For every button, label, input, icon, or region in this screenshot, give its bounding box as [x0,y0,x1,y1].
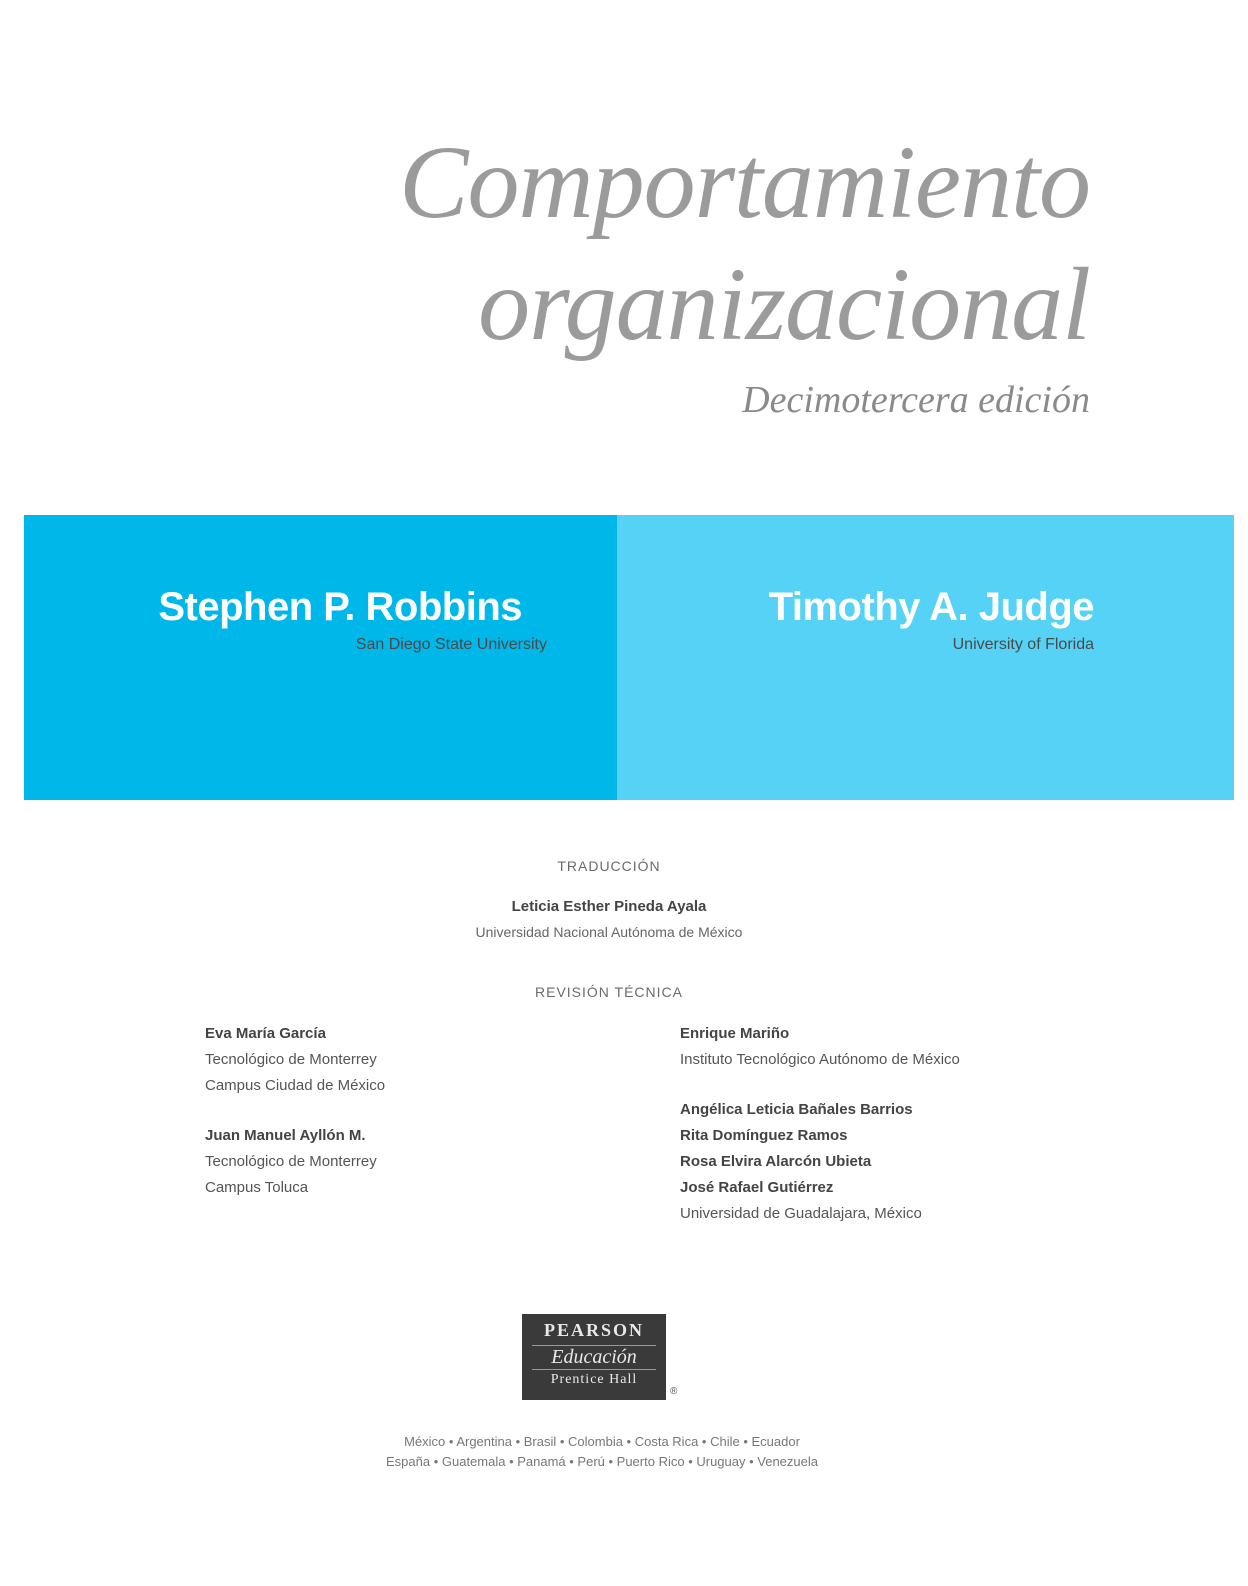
author-name-1: Stephen P. Robbins [158,585,522,629]
author-panel-1 [24,515,617,800]
reviewer-affiliation: Instituto Tecnológico Autónomo de México [680,1051,960,1068]
book-title-line1: Comportamiento [399,125,1090,240]
edition-label: Decimotercera edición [742,379,1090,421]
reviewer-affiliation: Campus Ciudad de México [205,1077,386,1094]
reviewers-right-column [680,1021,960,1227]
translator-name: Leticia Esther Pineda Ayala [511,898,707,915]
authors-band [24,515,1234,800]
reviewer-affiliation: Universidad de Guadalajara, México [680,1205,922,1222]
reviewer-affiliation: Tecnológico de Monterrey [205,1051,377,1068]
author-institution-2: University of Florida [952,636,1094,653]
translator-affiliation: Universidad Nacional Autónoma de México [475,924,743,940]
translation-label: TRADUCCIÓN [557,858,661,874]
publisher-cities-line1: México • Argentina • Brasil • Colombia • Costa Rica • Chile • Ecuador [404,1434,800,1449]
publisher-logo-top: PEARSON [543,1320,644,1340]
reviewer-name: Rosa Elvira Alarcón Ubieta [680,1153,872,1170]
book-title [399,122,1090,366]
reviewers-left-column [205,1021,385,1201]
book-title-line2: organizacional [478,247,1090,362]
publisher-logo-middle: Educación [532,1345,656,1370]
author-institution-1: San Diego State University [355,636,547,653]
reviewer-affiliation: Campus Toluca [205,1179,309,1196]
reviewer-name: Angélica Leticia Bañales Barrios [680,1101,913,1118]
author-name-2: Timothy A. Judge [768,585,1094,629]
reviewer-name: Juan Manuel Ayllón M. [205,1127,366,1144]
publisher-cities-line2: España • Guatemala • Panamá • Perú • Puerto Rico • Uruguay • Venezuela [386,1454,818,1469]
reviewer-name: José Rafael Gutiérrez [680,1179,834,1196]
reviewer-name: Enrique Mariño [680,1025,790,1042]
reviewer-affiliation: Tecnológico de Monterrey [205,1153,377,1170]
publisher-logo [522,1314,666,1400]
publisher-logo-bottom: Prentice Hall [550,1372,638,1387]
reviewer-name: Rita Domínguez Ramos [680,1127,848,1144]
registered-mark-icon: ® [670,1386,678,1397]
reviewer-name: Eva María García [205,1025,326,1042]
author-panel-2 [617,515,1234,800]
review-label: REVISIÓN TÉCNICA [535,984,683,1000]
